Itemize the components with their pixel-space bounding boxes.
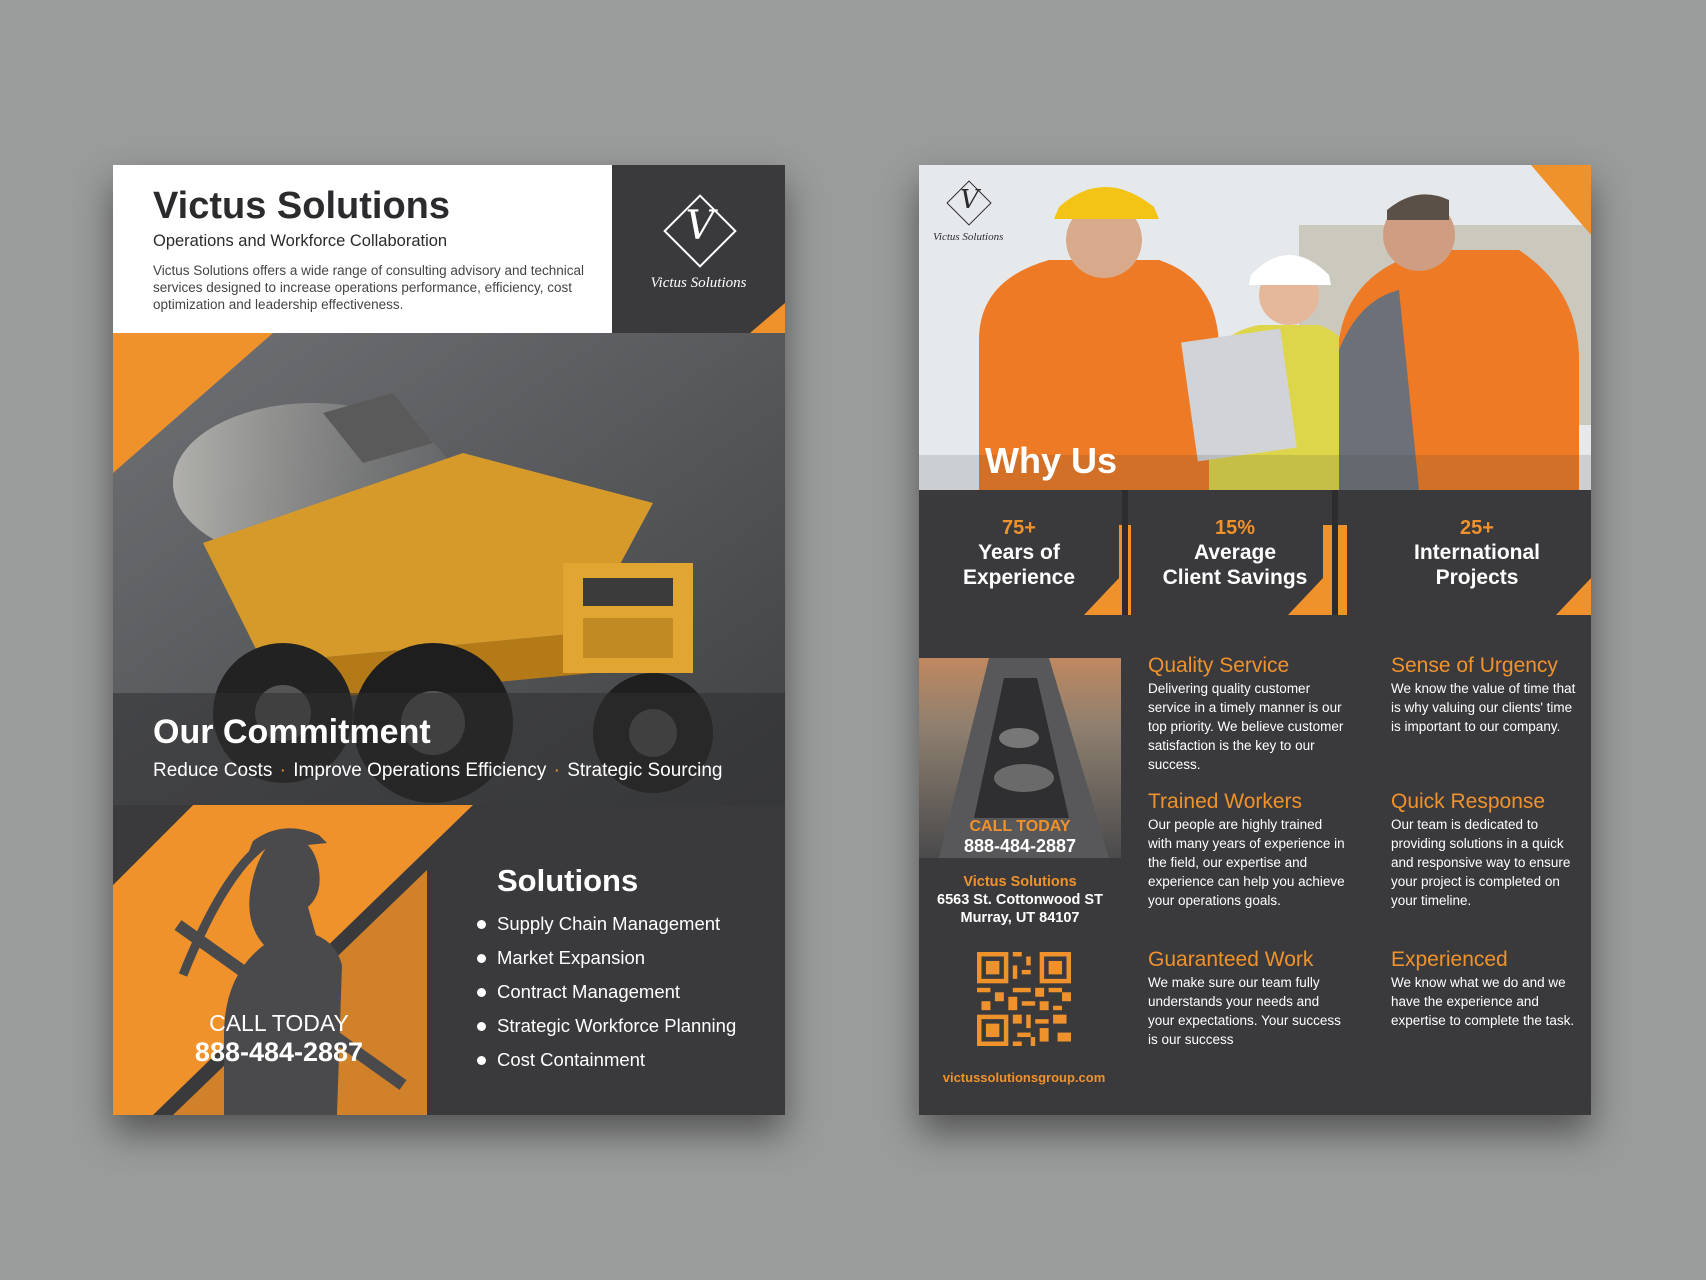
feature-text: Our team is dedicated to providing solutions in a quick and responsive way to ensure your project is completed on your timeline. xyxy=(1391,817,1571,908)
stat-label: Client Savings xyxy=(1162,566,1308,589)
mining-truck-photo xyxy=(113,333,785,805)
feature-title: Sense of Urgency xyxy=(1391,654,1558,677)
solution-item: Cost Containment xyxy=(477,1043,736,1077)
stat-label: Average xyxy=(1193,541,1277,564)
separator-dot: · xyxy=(553,760,560,781)
feature-sense-of-urgency xyxy=(1391,653,1576,736)
feature-title: Experienced xyxy=(1391,948,1508,971)
company-title: Victus Solutions xyxy=(153,185,451,227)
feature-quick-response xyxy=(1391,789,1576,910)
front-flyer xyxy=(113,165,785,1115)
stat-savings xyxy=(1135,517,1335,590)
feature-text: Our people are highly trained with many years of experience in the field, our expertise and experience can help you achieve your operations goals. xyxy=(1148,817,1345,908)
company-subtitle: Operations and Workforce Collaboration xyxy=(153,232,448,250)
front-bottom-panel xyxy=(113,805,785,1115)
solutions-title: Solutions xyxy=(497,863,639,898)
back-flyer xyxy=(919,165,1591,1115)
commitment-item: Improve Operations Efficiency xyxy=(293,760,547,781)
stat-value: 25+ xyxy=(1460,517,1494,539)
feature-text: We make sure our team fully understands your needs and your expectations. Your success is our success xyxy=(1148,975,1341,1047)
commitment-title: Our Commitment xyxy=(153,713,431,751)
stat-value: 15% xyxy=(1214,517,1256,539)
address-company: Victus Solutions xyxy=(963,874,1077,890)
feature-guaranteed-work xyxy=(1148,947,1348,1049)
logo-letter: V xyxy=(960,185,979,215)
qr-code-icon[interactable] xyxy=(977,949,1071,1049)
corner-accent-icon xyxy=(612,165,785,333)
feature-text: We know what we do and we have the experience and expertise to complete the task. xyxy=(1391,975,1575,1028)
logo-name: Victus Solutions xyxy=(650,275,747,291)
solutions-list xyxy=(477,907,736,1077)
stat-projects xyxy=(1377,517,1577,590)
front-logo-panel xyxy=(612,165,785,333)
feature-trained-workers xyxy=(1148,789,1348,910)
website-link[interactable]: victussolutionsgroup.com xyxy=(942,1070,1106,1085)
commitment-item: Strategic Sourcing xyxy=(567,760,723,781)
logo-name: Victus Solutions xyxy=(933,231,1004,243)
stat-label: Projects xyxy=(1435,566,1519,589)
address-city: Murray, UT 84107 xyxy=(960,910,1080,926)
call-today-label: CALL TODAY xyxy=(969,818,1071,835)
phone-number[interactable]: 888-484-2887 xyxy=(963,836,1077,856)
solution-item: Strategic Workforce Planning xyxy=(477,1009,736,1043)
stat-label: Experience xyxy=(962,566,1076,589)
front-header xyxy=(113,165,612,333)
feature-experienced xyxy=(1391,947,1576,1030)
commitment-list xyxy=(153,760,722,782)
logo-letter: V xyxy=(685,203,715,249)
call-today-label: CALL TODAY xyxy=(209,1010,349,1036)
feature-title: Guaranteed Work xyxy=(1148,948,1314,971)
stat-value: 75+ xyxy=(1002,517,1036,539)
commitment-item: Reduce Costs xyxy=(153,760,273,781)
workers-photo xyxy=(919,165,1591,490)
address-block xyxy=(919,873,1121,927)
solution-item: Supply Chain Management xyxy=(477,907,736,941)
stat-years xyxy=(919,517,1119,590)
company-description: Victus Solutions offers a wide range of consulting advisory and technical services designed to increase operations performance, efficiency, cost optimization and leadership effectiveness. xyxy=(153,263,585,312)
solution-item: Contract Management xyxy=(477,975,736,1009)
separator-dot: · xyxy=(279,760,286,781)
phone-number[interactable]: 888-484-2887 xyxy=(194,1037,364,1067)
feature-quality-service xyxy=(1148,653,1348,774)
feature-title: Quality Service xyxy=(1148,654,1290,677)
why-us-title: Why Us xyxy=(985,440,1118,481)
feature-title: Trained Workers xyxy=(1148,790,1303,813)
solution-item: Market Expansion xyxy=(477,941,736,975)
front-call-block xyxy=(179,1010,379,1068)
feature-text: We know the value of time that is why valuing our clients' time is important to our company. xyxy=(1391,681,1576,734)
stat-label: International xyxy=(1413,541,1540,564)
feature-title: Quick Response xyxy=(1391,790,1546,813)
feature-text: Delivering quality customer service in a timely manner is our top priority. We believe customer satisfaction is the key to our success. xyxy=(1148,681,1344,772)
back-call-block xyxy=(919,818,1121,857)
stat-label: Years of xyxy=(978,541,1060,564)
address-street: 6563 St. Cottonwood ST xyxy=(937,892,1103,908)
